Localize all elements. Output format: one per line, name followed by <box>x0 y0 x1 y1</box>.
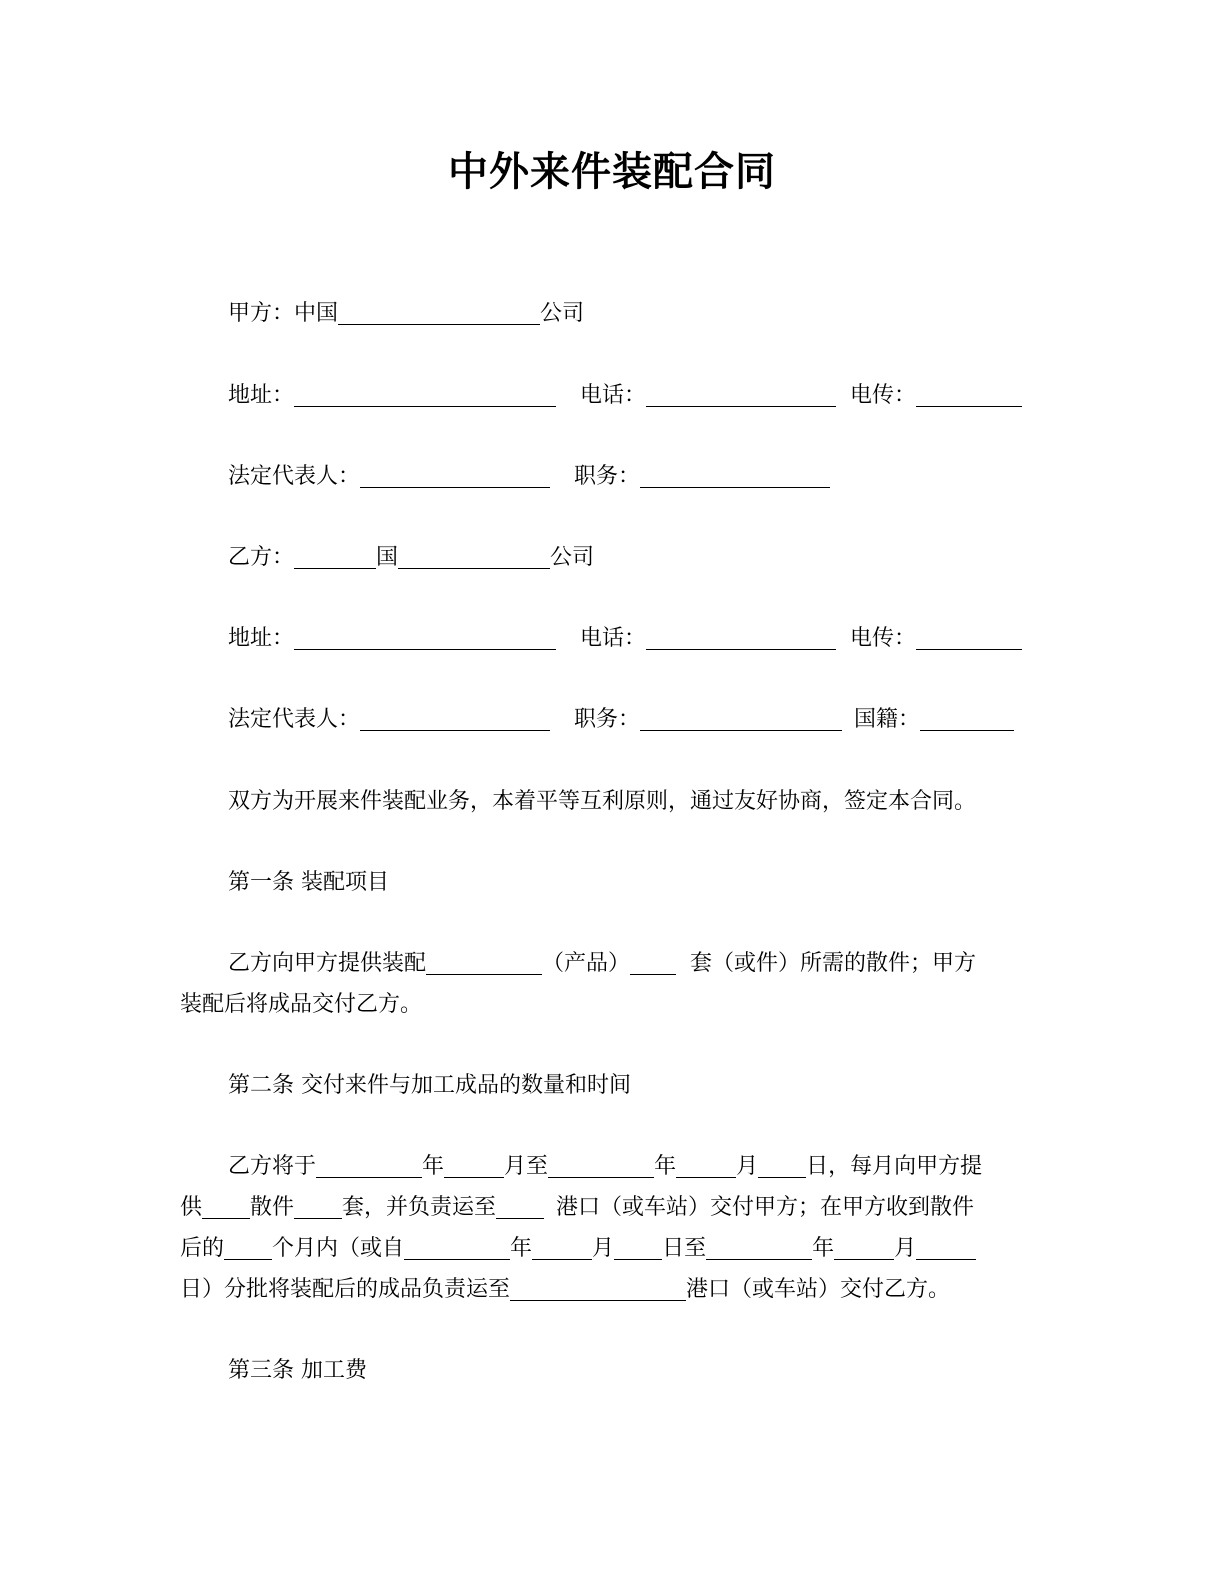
party-b-contact-line: 地址： 电话： 电传： <box>228 622 1022 656</box>
a2-months-blank[interactable] <box>224 1236 272 1260</box>
a2-start-year-blank[interactable] <box>316 1154 422 1178</box>
a2-until-month-blank[interactable] <box>834 1236 894 1260</box>
a2-until-day-blank[interactable] <box>916 1236 976 1260</box>
article2-line2: 供 散件 套，并负责运至 港口（或车站）交付甲方；在甲方收到散件 <box>180 1195 975 1220</box>
a2-port-blank[interactable] <box>496 1195 544 1219</box>
party-a-fax-blank[interactable] <box>916 383 1022 407</box>
a2-from-day-blank[interactable] <box>614 1236 662 1260</box>
party-a-company-blank[interactable] <box>338 301 540 325</box>
party-a-address-blank[interactable] <box>294 383 556 407</box>
article2-line3: 后的 个月内（或自 年 月 日至 年 月 <box>180 1232 976 1266</box>
a2-sets-blank[interactable] <box>294 1195 342 1219</box>
article2-line1: 乙方将于 年 月至 年 月 日，每月向甲方提 <box>228 1154 983 1179</box>
party-b-line: 乙方： 国 公司 <box>228 545 595 570</box>
party-a-rep-blank[interactable] <box>360 464 550 488</box>
article1-quantity-blank[interactable] <box>630 951 676 975</box>
party-b-position-blank[interactable] <box>640 707 842 731</box>
article1-product-blank[interactable] <box>426 951 542 975</box>
party-b-fax-blank[interactable] <box>916 626 1022 650</box>
a2-from-year-blank[interactable] <box>404 1236 510 1260</box>
preamble: 双方为开展来件装配业务，本着平等互利原则，通过友好协商，签定本合同。 <box>228 789 977 814</box>
party-b-country-blank[interactable] <box>294 545 376 569</box>
article3-heading: 第三条 加工费 <box>228 1358 367 1383</box>
a2-end-year-blank[interactable] <box>548 1154 654 1178</box>
document-title: 中外来件装配合同 <box>448 149 776 195</box>
article2-heading: 第二条 交付来件与加工成品的数量和时间 <box>228 1073 631 1098</box>
a2-monthly-qty-blank[interactable] <box>202 1195 250 1219</box>
a2-dest-port-blank[interactable] <box>510 1277 686 1301</box>
party-b-rep-line: 法定代表人： 职务： 国籍： <box>228 703 1014 737</box>
a2-end-month-blank[interactable] <box>676 1154 736 1178</box>
article1-heading: 第一条 装配项目 <box>228 870 389 895</box>
party-b-company-blank[interactable] <box>398 545 550 569</box>
party-b-phone-blank[interactable] <box>646 626 836 650</box>
party-a-contact-line: 地址： 电话： 电传： <box>228 379 1022 413</box>
party-a-position-blank[interactable] <box>640 464 830 488</box>
article1-line2: 装配后将成品交付乙方。 <box>180 992 423 1017</box>
party-a-rep-line: 法定代表人： 职务： <box>228 460 830 494</box>
article2-line4: 日）分批将装配后的成品负责运至 港口（或车站）交付乙方。 <box>180 1277 951 1302</box>
a2-start-month-blank[interactable] <box>444 1154 504 1178</box>
a2-end-day-blank[interactable] <box>758 1154 806 1178</box>
party-b-rep-blank[interactable] <box>360 707 550 731</box>
article1-line1: 乙方向甲方提供装配 （产品） 套（或件）所需的散件；甲方 <box>228 951 977 976</box>
party-a-phone-blank[interactable] <box>646 383 836 407</box>
a2-from-month-blank[interactable] <box>532 1236 592 1260</box>
party-a-line: 甲方：中国 公司 <box>228 301 585 326</box>
a2-until-year-blank[interactable] <box>706 1236 812 1260</box>
party-b-address-blank[interactable] <box>294 626 556 650</box>
party-b-nationality-blank[interactable] <box>920 707 1014 731</box>
